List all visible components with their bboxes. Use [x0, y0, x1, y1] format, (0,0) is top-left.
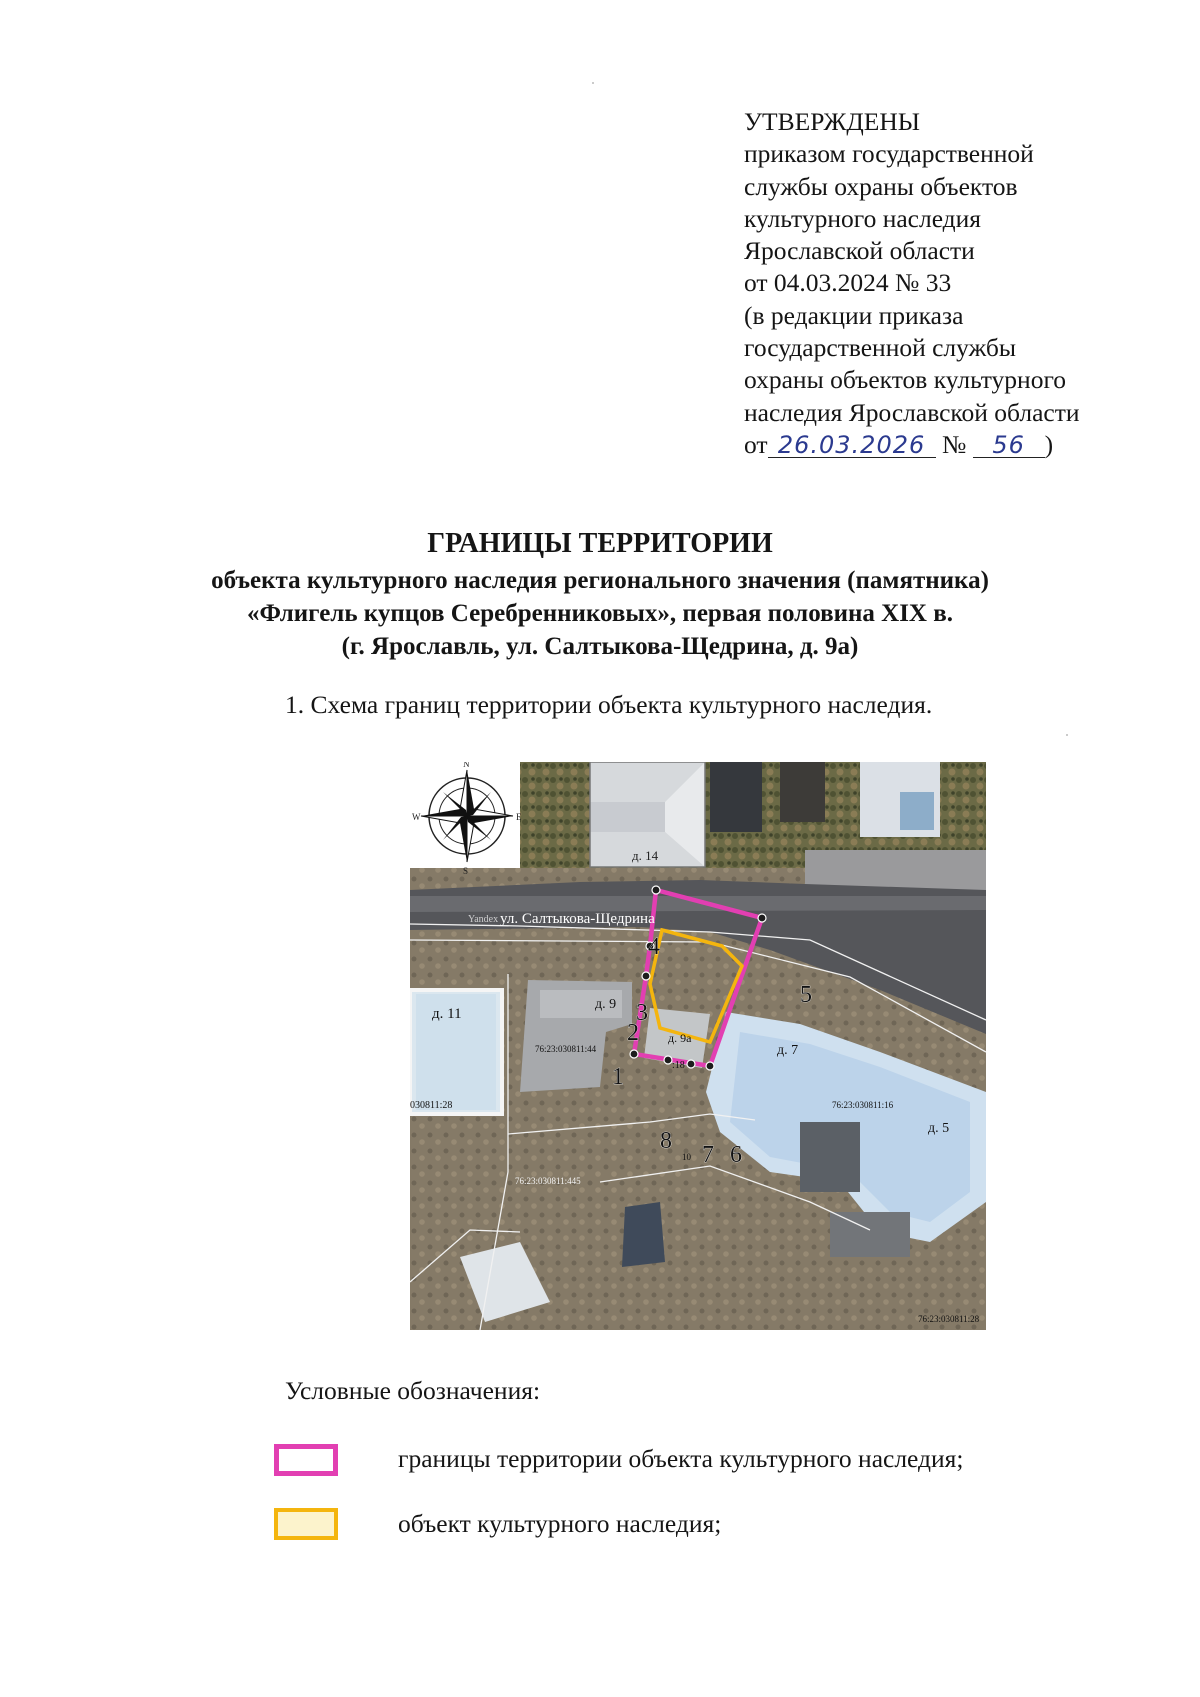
- legend-swatch-object: [274, 1508, 338, 1540]
- parking-south: [830, 1212, 910, 1257]
- approval-line: службы охраны объектов: [744, 171, 1018, 201]
- compass-label-n: N: [463, 762, 470, 769]
- parcel-label-10: 10: [682, 1152, 691, 1162]
- street-label: ул. Салтыкова-Щедрина: [500, 911, 655, 927]
- approval-line: охраны объектов культурного: [744, 365, 1067, 395]
- boundary-point-2: [642, 972, 650, 980]
- approval-block: [744, 106, 1184, 461]
- building-northeast-roof: [900, 792, 934, 830]
- building-dark-north: [710, 762, 762, 832]
- approval-line: (в редакции приказа: [744, 300, 964, 330]
- map-watermark: Yandex: [468, 914, 499, 925]
- approval-line: государственной службы: [744, 333, 1016, 363]
- amendment-date-handwritten: 26.03.2026: [777, 430, 926, 459]
- label-d11: д. 11: [432, 1006, 462, 1022]
- boundary-point-5: [758, 914, 766, 922]
- approval-line: от 04.03.2024 № 33: [744, 268, 952, 298]
- point-label-4: 4: [648, 934, 660, 960]
- approval-line: культурного наследия: [744, 203, 982, 233]
- amendment-date: [768, 430, 936, 459]
- compass-label-w: W: [412, 812, 421, 822]
- approval-line: наследия Ярославской области: [744, 397, 1080, 427]
- amendment-line: [744, 429, 1184, 461]
- point-label-3: 3: [636, 1000, 648, 1026]
- boundary-scheme-map: [410, 762, 986, 1330]
- parcel-label-28: 030811:28: [410, 1100, 453, 1111]
- compass-label-s: S: [463, 866, 469, 876]
- label-d9a: д. 9а: [668, 1031, 692, 1045]
- scan-speck: [1066, 734, 1068, 736]
- approval-line: приказом государственной: [744, 139, 1034, 169]
- section-1-title: 1. Схема границ территории объекта культурного наследия.: [285, 690, 933, 719]
- boundary-point-7: [687, 1060, 695, 1068]
- label-d14: д. 14: [632, 848, 659, 863]
- point-label-8: 8: [660, 1128, 672, 1154]
- point-label-6: 6: [730, 1142, 742, 1168]
- compass-label-e: E: [516, 812, 522, 822]
- amendment-number-handwritten: 56: [992, 430, 1025, 459]
- document-heading: [0, 528, 1200, 663]
- boundary-point-6: [706, 1062, 714, 1070]
- parcel-label-18: :18: [672, 1060, 685, 1071]
- street-lane: [410, 896, 986, 912]
- point-label-2: 2: [627, 1020, 639, 1046]
- heading-line-object: объекта культурного наследия регионального значения (памятника): [211, 567, 989, 594]
- boundary-point-1: [630, 1050, 638, 1058]
- point-label-5: 5: [800, 982, 812, 1008]
- document-title: ГРАНИЦЫ ТЕРРИТОРИИ: [427, 528, 773, 559]
- label-d7: д. 7: [777, 1043, 799, 1058]
- boundary-point-4: [652, 886, 660, 894]
- approval-line: Ярославской области: [744, 236, 975, 266]
- amendment-number: [973, 430, 1045, 459]
- amendment-close: ): [1044, 429, 1054, 459]
- label-d5: д. 5: [928, 1121, 950, 1136]
- approval-title: УТВЕРЖДЕНЫ: [744, 107, 920, 136]
- parcel-label-28b: 76:23:030811:28: [918, 1314, 980, 1324]
- label-d9: д. 9: [595, 997, 617, 1012]
- heading-line-name: «Флигель купцов Серебренниковых», первая половина XIX в.: [247, 600, 953, 627]
- amendment-number-sign: №: [941, 429, 967, 459]
- map-svg: [410, 762, 986, 1330]
- parcel-label-445: 76:23:030811:445: [515, 1176, 581, 1186]
- legend-swatch-boundary: [274, 1444, 338, 1476]
- building-south: [622, 1202, 665, 1267]
- legend-text-boundary: границы территории объекта культурного наследия;: [398, 1444, 964, 1473]
- amendment-prefix: от: [744, 429, 768, 459]
- legend-text-object: объект культурного наследия;: [398, 1509, 722, 1538]
- point-label-1: 1: [612, 1064, 624, 1090]
- building-dark-north-2: [780, 762, 825, 822]
- boundary-point-8: [664, 1056, 672, 1064]
- parcel-label-16: 76:23:030811:16: [832, 1100, 894, 1110]
- legend-title: Условные обозначения:: [285, 1376, 541, 1405]
- point-label-7: 7: [702, 1142, 714, 1168]
- heading-line-address: (г. Ярославль, ул. Салтыкова-Щедрина, д. 9а): [341, 633, 859, 660]
- scan-speck: [592, 82, 594, 84]
- parcel-label-44: 76:23:030811:44: [535, 1044, 597, 1054]
